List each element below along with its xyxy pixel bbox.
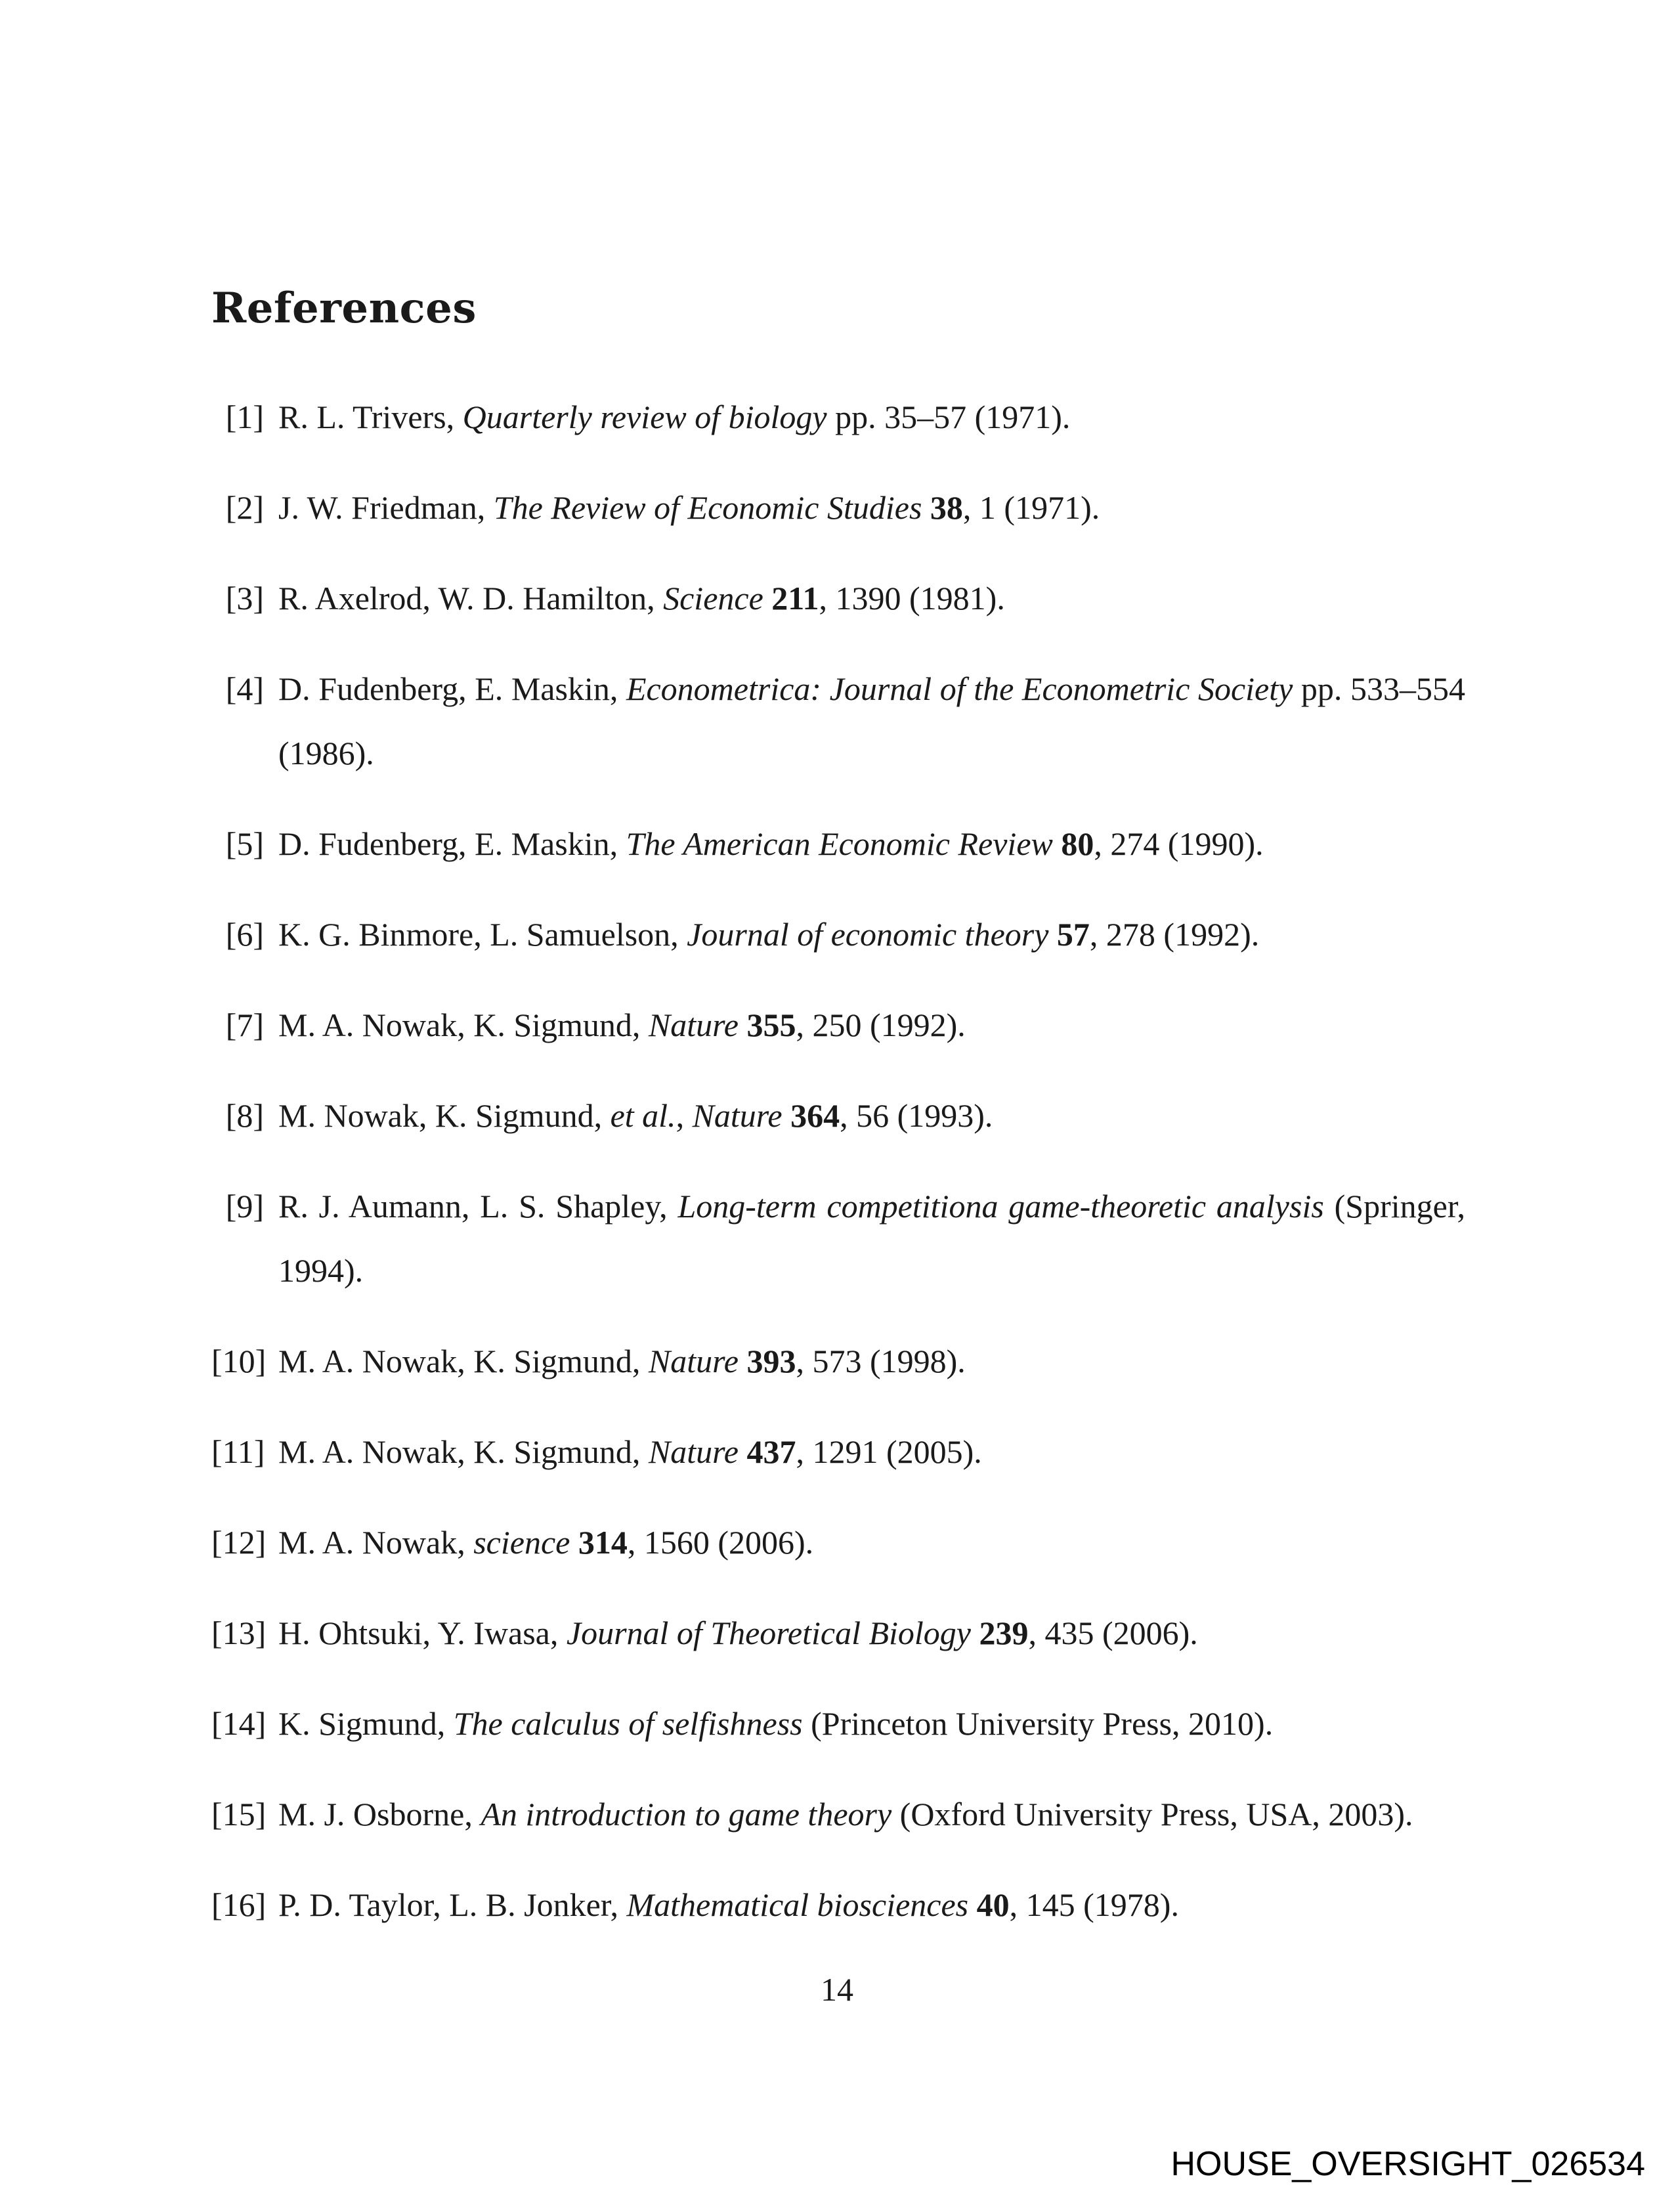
reference-details: (Springer, 1994). xyxy=(278,1188,1465,1289)
reference-authors: M. Nowak, K. Sigmund, xyxy=(278,1097,611,1134)
reference-number: [11] xyxy=(211,1433,265,1470)
reference-number: [5] xyxy=(225,825,264,862)
reference-number: [12] xyxy=(211,1524,267,1561)
reference-journal: The calculus of selfishness xyxy=(453,1705,803,1742)
reference-number: [13] xyxy=(211,1615,267,1651)
reference-text xyxy=(278,1329,1465,1393)
reference-journal: Science xyxy=(663,580,763,617)
page-number: 14 xyxy=(821,1971,853,2008)
reference-text xyxy=(278,1174,1465,1303)
reference-authors: R. L. Trivers, xyxy=(278,399,463,435)
reference-authors: D. Fudenberg, E. Maskin, xyxy=(278,670,626,707)
reference-text xyxy=(278,475,1465,540)
reference-volume: 364 xyxy=(790,1097,840,1134)
reference-volume: 355 xyxy=(746,1007,796,1043)
reference-etal: et al. xyxy=(610,1097,676,1134)
reference-number: [8] xyxy=(225,1097,264,1134)
reference-text xyxy=(278,1873,1465,1937)
reference-volume: 393 xyxy=(746,1343,796,1379)
reference-journal: Journal of economic theory xyxy=(687,916,1049,953)
reference-authors: M. A. Nowak, K. Sigmund, xyxy=(278,1433,649,1470)
reference-text xyxy=(278,566,1465,630)
reference-journal: Econometrica: Journal of the Econometric Society xyxy=(626,670,1293,707)
reference-number: [7] xyxy=(225,1007,264,1043)
reference-number: [1] xyxy=(225,399,264,435)
reference-authors: K. Sigmund, xyxy=(278,1705,454,1742)
reference-details: , 573 (1998). xyxy=(796,1343,966,1379)
reference-number: [6] xyxy=(225,916,264,953)
reference-details: , 56 (1993). xyxy=(840,1097,993,1134)
reference-authors: K. G. Binmore, L. Samuelson, xyxy=(278,916,687,953)
reference-number: [2] xyxy=(225,489,264,526)
reference-volume: 314 xyxy=(578,1524,628,1561)
reference-journal: Mathematical biosciences xyxy=(626,1886,969,1923)
reference-text xyxy=(278,1601,1465,1665)
reference-text xyxy=(278,902,1465,966)
reference-authors: P. D. Taylor, L. B. Jonker, xyxy=(278,1886,627,1923)
reference-journal: An introduction to game theory xyxy=(481,1796,892,1832)
reference-journal: Nature xyxy=(692,1097,783,1134)
reference-authors: J. W. Friedman, xyxy=(278,489,494,526)
reference-journal: Long-term competitiona game-theoretic analysis xyxy=(677,1188,1324,1225)
reference-details: , 1 (1971). xyxy=(962,489,1100,526)
reference-authors: R. J. Aumann, L. S. Shapley, xyxy=(278,1188,678,1225)
reference-text xyxy=(278,1420,1465,1484)
reference-journal: Nature xyxy=(648,1007,739,1043)
reference-volume: 38 xyxy=(930,489,963,526)
reference-details: (Princeton University Press, 2010). xyxy=(802,1705,1274,1742)
reference-etal-separator: , xyxy=(676,1097,693,1134)
reference-details: , 435 (2006). xyxy=(1028,1615,1198,1651)
reference-authors: H. Ohtsuki, Y. Iwasa, xyxy=(278,1615,567,1651)
reference-volume: 437 xyxy=(746,1433,796,1470)
reference-volume: 80 xyxy=(1061,825,1094,862)
reference-authors: R. Axelrod, W. D. Hamilton, xyxy=(278,580,664,617)
reference-authors: D. Fudenberg, E. Maskin, xyxy=(278,825,626,862)
reference-authors: M. A. Nowak, K. Sigmund, xyxy=(278,1343,649,1379)
reference-number: [10] xyxy=(211,1343,267,1379)
reference-details: (Oxford University Press, USA, 2003). xyxy=(891,1796,1413,1832)
reference-volume: 57 xyxy=(1056,916,1090,953)
reference-volume: 40 xyxy=(976,1886,1010,1923)
reference-details: , 1390 (1981). xyxy=(819,580,1005,617)
reference-authors: M. J. Osborne, xyxy=(278,1796,481,1832)
reference-text xyxy=(278,385,1465,449)
reference-volume: 211 xyxy=(771,580,819,617)
reference-journal: science xyxy=(473,1524,570,1561)
references-heading: References xyxy=(211,284,477,333)
bates-stamp: HOUSE_OVERSIGHT_026534 xyxy=(1170,2145,1645,2183)
reference-journal: The American Economic Review xyxy=(626,825,1053,862)
reference-journal: Journal of Theoretical Biology xyxy=(566,1615,971,1651)
reference-details: , 274 (1990). xyxy=(1094,825,1264,862)
reference-journal: Nature xyxy=(648,1343,739,1379)
reference-details: , 145 (1978). xyxy=(1009,1886,1179,1923)
reference-volume: 239 xyxy=(979,1615,1029,1651)
reference-details: , 278 (1992). xyxy=(1089,916,1260,953)
reference-text xyxy=(278,1691,1465,1756)
reference-text xyxy=(278,1083,1465,1148)
reference-details: , 1291 (2005). xyxy=(796,1433,982,1470)
reference-number: [9] xyxy=(225,1188,264,1225)
reference-journal: Quarterly review of biology xyxy=(462,399,827,435)
reference-number: [4] xyxy=(225,670,264,707)
reference-text xyxy=(278,993,1465,1057)
reference-authors: M. A. Nowak, K. Sigmund, xyxy=(278,1007,649,1043)
reference-authors: M. A. Nowak, xyxy=(278,1524,474,1561)
reference-number: [14] xyxy=(211,1705,267,1742)
reference-details: , 1560 (2006). xyxy=(627,1524,814,1561)
reference-details: pp. 35–57 (1971). xyxy=(826,399,1071,435)
reference-details: , 250 (1992). xyxy=(796,1007,966,1043)
reference-number: [16] xyxy=(211,1886,267,1923)
reference-journal: Nature xyxy=(648,1433,739,1470)
reference-text xyxy=(278,1782,1465,1846)
reference-text xyxy=(278,1510,1465,1574)
reference-details: pp. 533–554 (1986). xyxy=(278,670,1466,771)
reference-text xyxy=(278,812,1465,876)
reference-number: [3] xyxy=(225,580,264,617)
reference-journal: The Review of Economic Studies xyxy=(493,489,922,526)
reference-text xyxy=(278,657,1465,785)
reference-number: [15] xyxy=(211,1796,267,1832)
